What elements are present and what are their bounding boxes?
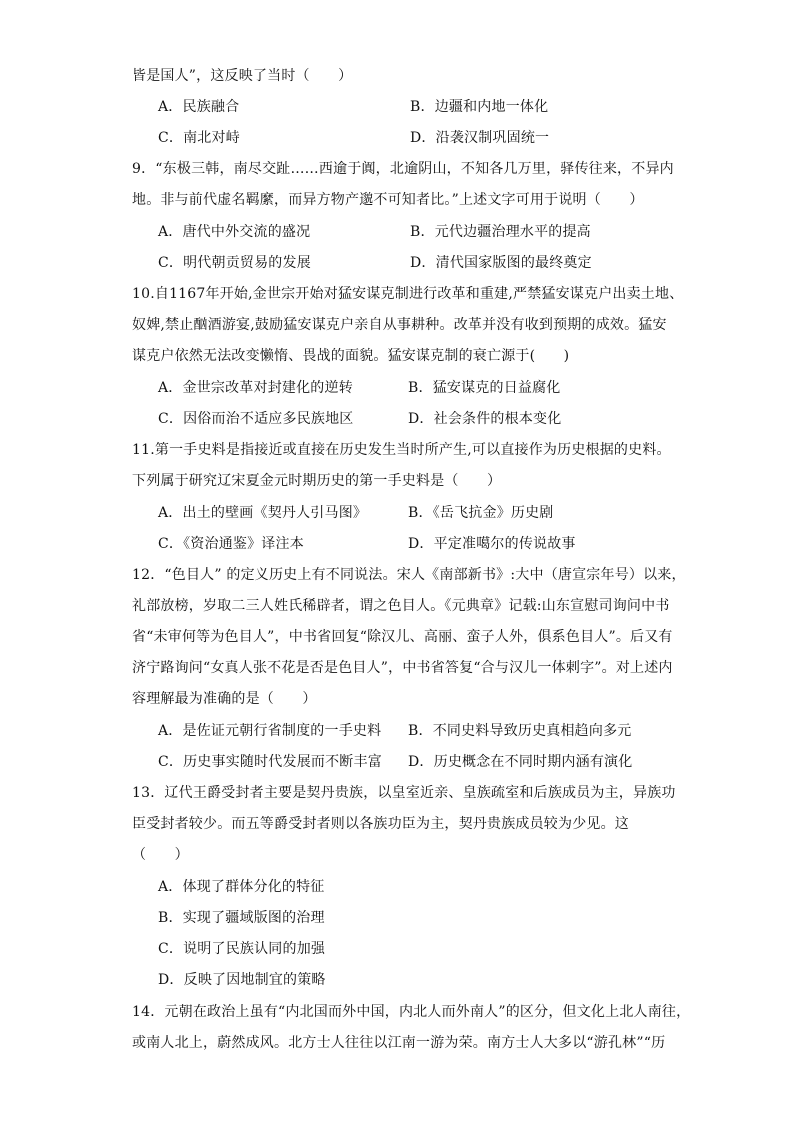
q10-option-a: A．金世宗改革对封建化的逆转 [158,380,353,396]
q13-stem-line-1: 13．辽代王爵受封者主要是契丹贵族，以皇室近亲、皇族疏室和后族成员为主，异族功 [132,785,676,801]
q10-option-c: C．因俗而治不适应多民族地区 [158,411,354,427]
q13-option-b: B．实现了疆域版图的治理 [158,910,325,926]
q8-option-a: A．民族融合 [158,99,240,115]
q9-stem-line-1: 9．“东极三韩，南尽交趾……西逾于阗，北逾阴山，不知各几万里，驿传往来，不异内 [132,161,674,177]
q13-option-a: A．体现了群体分化的特征 [158,879,325,895]
q11-stem-line-1: 11.第一手史料是指接近或直接在历史发生当时所产生,可以直接作为历史根据的史料。 [132,442,671,458]
q13-option-d: D．反映了因地制宜的策略 [158,972,326,988]
q12-option-b: B．不同史料导致历史真相趋向多元 [408,723,632,739]
q13-stem-line-2: 臣受封者较少。而五等爵受封者则以各族功臣为主，契丹贵族成员较为少见。这 [132,816,629,832]
q11-option-b: B．《岳飞抗金》历史剧 [408,505,554,521]
q9-option-b: B．元代边疆治理水平的提高 [410,224,591,240]
q12-option-a: A．是佐证元朝行省制度的一手史料 [158,723,382,739]
q12-option-c: C．历史事实随时代发展而不断丰富 [158,754,382,770]
q9-stem-line-2: 地。非与前代虚名羁縻，而异方物产邈不可知者比。”上述文字可用于说明（ ） [132,192,644,208]
q12-stem-line-5: 容理解最为准确的是（ ） [132,691,317,707]
q9-option-c: C．明代朝贡贸易的发展 [158,255,311,271]
q11-option-d: D．平定准噶尔的传说故事 [408,536,576,552]
q10-stem-line-1: 10.自1167年开始,金世宗开始对猛安谋克制进行改革和重建,严禁猛安谋克户出卖土地、 [132,286,684,302]
q8-stem-line-1: 皆是国人”，这反映了当时（ ） [132,68,353,84]
q8-option-b: B．边疆和内地一体化 [410,99,549,115]
q11-option-c: C．《资治通鉴》译注本 [158,536,304,552]
q13-stem-line-3: （ ） [132,847,189,863]
q12-stem-line-1: 12．“色目人” 的定义历史上有不同说法。宋人《南部新书》:大中（唐宣宗年号）以来， [132,567,686,583]
q12-stem-line-4: 济宁路询问“女真人张不花是否是色目人”，中书省答复“合与汉儿一体剌字”。对上述内 [132,660,673,676]
q10-stem-line-3: 谋克户依然无法改变懒惰、畏战的面貌。猛安谋克制的衰亡源于( ) [132,348,570,364]
q9-option-d: D．清代国家版图的最终奠定 [410,255,592,271]
q12-stem-line-3: 省“未审何等为色目人”，中书省回复“除汉儿、高丽、蛮子人外，俱系色目人”。后又有 [132,629,673,645]
q8-option-d: D．沿袭汉制巩固统一 [410,130,550,146]
q9-option-a: A．唐代中外交流的盛况 [158,224,311,240]
q14-stem-line-1: 14．元朝在政治上虽有“内北国而外中国，内北人而外南人”的区分，但文化上北人南往， [132,1004,691,1020]
q10-stem-line-2: 奴婢,禁止酗酒游宴,鼓励猛安谋克户亲自从事耕种。改革并没有收到预期的成效。猛安 [132,317,667,333]
q8-option-c: C．南北对峙 [158,130,240,146]
q11-option-a: A．出土的壁画《契丹人引马图》 [158,505,368,521]
q14-stem-line-2: 或南人北上，蔚然成风。北方士人往往以江南一游为荣。南方士人大多以“游孔林”“历 [132,1035,666,1051]
q12-stem-line-2: 礼部放榜，岁取二三人姓氏稀辟者，谓之色目人。《元典章》记载:山东宣慰司询问中书 [132,598,670,614]
q11-stem-line-2: 下列属于研究辽宋夏金元时期历史的第一手史料是（ ） [132,473,502,489]
q10-option-d: D．社会条件的根本变化 [408,411,562,427]
q10-option-b: B．猛安谋克的日益腐化 [408,380,561,396]
q12-option-d: D．历史概念在不同时期内涵有演化 [408,754,633,770]
q13-option-c: C．说明了民族认同的加强 [158,941,326,957]
